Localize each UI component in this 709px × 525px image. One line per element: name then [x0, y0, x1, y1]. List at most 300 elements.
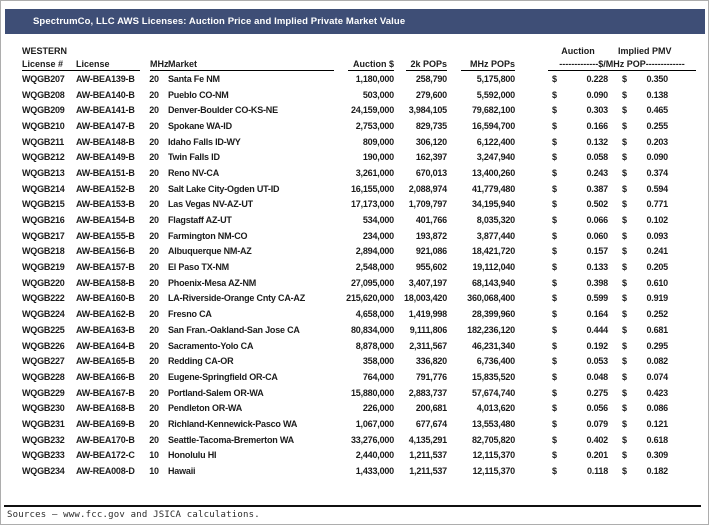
- auction-per-mhz-pop-cell: 0.387: [586, 183, 608, 194]
- mhz-cell: 20: [149, 293, 159, 304]
- market-cell: Reno NV-CA: [168, 167, 220, 178]
- dollar-sign: $: [552, 199, 557, 210]
- pops-2k-cell: 677,674: [415, 418, 447, 429]
- market-cell: San Fran.-Oakland-San Jose CA: [168, 324, 300, 335]
- license-number-cell: WQGB215: [22, 199, 65, 210]
- pops-2k-cell: 1,211,537: [409, 450, 447, 461]
- mhz-cell: 20: [149, 309, 159, 320]
- per-mhz-pop-unit-header: -------------$/MHz POP-------------: [548, 59, 696, 71]
- dollar-sign: $: [622, 152, 627, 163]
- license-cell: AW-REA008-D: [76, 466, 135, 477]
- dollar-sign: $: [552, 309, 557, 320]
- table-row: [22, 87, 708, 103]
- license-number-cell: WQGB227: [22, 356, 65, 367]
- license-number-cell: WQGB216: [22, 215, 65, 226]
- market-cell: Eugene-Springfield OR-CA: [168, 371, 278, 382]
- dollar-sign: $: [552, 73, 557, 84]
- mhz-pops-cell: 34,195,940: [471, 199, 515, 210]
- table-row: [22, 369, 708, 385]
- mhz-cell: 20: [149, 434, 159, 445]
- dollar-sign: $: [622, 450, 627, 461]
- license-cell: AW-BEA164-B: [76, 340, 135, 351]
- license-number-cell: WQGB208: [22, 89, 65, 100]
- license-cell: AW-BEA172-C: [76, 450, 135, 461]
- auction-per-mhz-pop-cell: 0.056: [586, 403, 608, 414]
- market-cell: Idaho Falls ID-WY: [168, 136, 241, 147]
- license-number-cell: WQGB209: [22, 105, 65, 116]
- dollar-sign: $: [622, 340, 627, 351]
- pops-2k-cell: 1,211,537: [409, 466, 447, 477]
- market-cell: Pendleton OR-WA: [168, 403, 242, 414]
- auction-price-cell: 1,433,000: [355, 466, 394, 477]
- market-cell: Honolulu HI: [168, 450, 217, 461]
- dollar-sign: $: [552, 246, 557, 257]
- dollar-sign: $: [622, 167, 627, 178]
- market-cell: Hawaii: [168, 466, 196, 477]
- license-cell: AW-BEA156-B: [76, 246, 135, 257]
- mhz-cell: 20: [149, 105, 159, 116]
- auction-per-mhz-pop-cell: 0.118: [586, 466, 608, 477]
- market-cell: Santa Fe NM: [168, 73, 220, 84]
- column-header-market: Market: [168, 59, 334, 71]
- license-cell: AW-BEA167-B: [76, 387, 135, 398]
- license-cell: AW-BEA148-B: [76, 136, 135, 147]
- dollar-sign: $: [552, 215, 557, 226]
- dollar-sign: $: [552, 466, 557, 477]
- auction-price-cell: 4,658,000: [355, 309, 394, 320]
- market-cell: Farmington NM-CO: [168, 230, 248, 241]
- pops-2k-cell: 955,602: [415, 262, 447, 273]
- pops-2k-cell: 670,013: [415, 167, 447, 178]
- dollar-sign: $: [552, 340, 557, 351]
- auction-per-mhz-pop-cell: 0.275: [586, 387, 608, 398]
- dollar-sign: $: [622, 277, 627, 288]
- license-number-cell: WQGB234: [22, 466, 65, 477]
- table-row: [22, 432, 708, 448]
- auction-price-cell: 15,880,000: [350, 387, 394, 398]
- table-row: [22, 385, 708, 401]
- dollar-sign: $: [622, 136, 627, 147]
- mhz-pops-cell: 8,035,320: [476, 215, 515, 226]
- implied-pmv-per-mhz-pop-cell: 0.423: [646, 387, 668, 398]
- auction-per-mhz-pop-cell: 0.398: [586, 277, 608, 288]
- implied-pmv-per-mhz-pop-cell: 0.090: [646, 152, 668, 163]
- license-number-cell: WQGB222: [22, 293, 65, 304]
- implied-pmv-per-mhz-pop-cell: 0.074: [646, 371, 668, 382]
- auction-price-cell: 24,159,000: [350, 105, 394, 116]
- dollar-sign: $: [552, 434, 557, 445]
- dollar-sign: $: [622, 371, 627, 382]
- column-header-2k-pops: 2k POPs: [406, 59, 447, 71]
- implied-pmv-per-mhz-pop-cell: 0.082: [646, 356, 668, 367]
- auction-price-cell: 2,894,000: [355, 246, 394, 257]
- auction-per-mhz-pop-cell: 0.444: [586, 324, 608, 335]
- auction-price-cell: 226,000: [362, 403, 394, 414]
- mhz-pops-cell: 79,682,100: [471, 105, 515, 116]
- mhz-cell: 20: [149, 371, 159, 382]
- table-row: [22, 71, 708, 87]
- auction-per-mhz-pop-cell: 0.402: [586, 434, 608, 445]
- mhz-pops-cell: 182,236,120: [467, 324, 515, 335]
- mhz-cell: 20: [149, 120, 159, 131]
- mhz-pops-cell: 12,115,370: [472, 450, 515, 461]
- mhz-pops-cell: 18,421,720: [471, 246, 515, 257]
- table-row: [22, 259, 708, 275]
- pops-2k-cell: 279,600: [415, 89, 447, 100]
- title-bar: [5, 9, 705, 34]
- mhz-pops-cell: 15,835,520: [471, 371, 515, 382]
- implied-pmv-per-mhz-pop-cell: 0.594: [646, 183, 668, 194]
- implied-pmv-per-mhz-pop-cell: 0.618: [646, 434, 668, 445]
- dollar-sign: $: [622, 324, 627, 335]
- table-row: [22, 165, 708, 181]
- table-row: [22, 416, 708, 432]
- implied-pmv-per-mhz-pop-cell: 0.121: [646, 418, 668, 429]
- license-cell: AW-BEA141-B: [76, 105, 135, 116]
- pops-2k-cell: 829,735: [415, 120, 447, 131]
- dollar-sign: $: [622, 215, 627, 226]
- mhz-cell: 20: [149, 403, 159, 414]
- mhz-cell: 20: [149, 387, 159, 398]
- pops-2k-cell: 1,709,797: [408, 199, 447, 210]
- mhz-cell: 20: [149, 73, 159, 84]
- column-header-license: License: [76, 59, 140, 71]
- implied-pmv-per-mhz-pop-cell: 0.203: [646, 136, 668, 147]
- table-row: [22, 338, 708, 354]
- table-body: [22, 71, 708, 479]
- license-cell: AW-BEA154-B: [76, 215, 135, 226]
- dollar-sign: $: [552, 293, 557, 304]
- auction-price-cell: 809,000: [362, 136, 394, 147]
- mhz-cell: 20: [149, 152, 159, 163]
- auction-per-mhz-pop-cell: 0.228: [586, 73, 608, 84]
- mhz-cell: 20: [149, 418, 159, 429]
- implied-pmv-per-mhz-pop-cell: 0.350: [646, 73, 668, 84]
- license-cell: AW-BEA153-B: [76, 199, 135, 210]
- auction-price-cell: 33,276,000: [350, 434, 394, 445]
- auction-per-mhz-pop-cell: 0.053: [586, 356, 608, 367]
- mhz-cell: 20: [149, 167, 159, 178]
- mhz-pops-cell: 6,736,400: [476, 356, 515, 367]
- pops-2k-cell: 9,111,806: [409, 324, 447, 335]
- mhz-pops-cell: 19,112,040: [472, 262, 515, 273]
- dollar-sign: $: [622, 230, 627, 241]
- market-cell: Richland-Kennewick-Pasco WA: [168, 418, 298, 429]
- market-cell: Spokane WA-ID: [168, 120, 232, 131]
- table-row: [22, 228, 708, 244]
- implied-pmv-per-mhz-pop-cell: 0.309: [646, 450, 668, 461]
- market-cell: Fresno CA: [168, 309, 212, 320]
- dollar-sign: $: [622, 120, 627, 131]
- auction-per-mhz-pop-cell: 0.502: [586, 199, 608, 210]
- dollar-sign: $: [552, 277, 557, 288]
- dollar-sign: $: [552, 152, 557, 163]
- mhz-pops-cell: 5,592,000: [476, 89, 515, 100]
- market-cell: Redding CA-OR: [168, 356, 234, 367]
- dollar-sign: $: [552, 356, 557, 367]
- implied-pmv-per-mhz-pop-cell: 0.102: [646, 215, 668, 226]
- mhz-pops-cell: 5,175,800: [476, 73, 515, 84]
- table-header-row: [22, 56, 708, 71]
- license-number-cell: WQGB233: [22, 450, 65, 461]
- dollar-sign: $: [622, 403, 627, 414]
- dollar-sign: $: [552, 371, 557, 382]
- auction-price-cell: 3,261,000: [355, 167, 394, 178]
- mhz-pops-cell: 360,068,400: [467, 293, 515, 304]
- auction-per-mhz-pop-cell: 0.079: [586, 418, 608, 429]
- pops-2k-cell: 162,397: [415, 152, 447, 163]
- mhz-pops-cell: 41,779,480: [471, 183, 515, 194]
- license-cell: AW-BEA168-B: [76, 403, 135, 414]
- auction-per-mhz-pop-cell: 0.303: [586, 105, 608, 116]
- auction-price-cell: 1,067,000: [355, 418, 394, 429]
- market-cell: Flagstaff AZ-UT: [168, 215, 232, 226]
- table-row: [22, 244, 708, 260]
- column-header-mhz: MHz: [150, 59, 169, 69]
- auction-price-cell: 8,878,000: [355, 340, 394, 351]
- license-cell: AW-BEA147-B: [76, 120, 135, 131]
- auction-per-mhz-pop-cell: 0.090: [586, 89, 608, 100]
- license-cell: AW-BEA163-B: [76, 324, 135, 335]
- mhz-cell: 20: [149, 356, 159, 367]
- dollar-sign: $: [622, 262, 627, 273]
- implied-pmv-per-mhz-pop-cell: 0.205: [646, 262, 668, 273]
- license-cell: AW-BEA160-B: [76, 293, 135, 304]
- license-number-cell: WQGB231: [22, 418, 65, 429]
- license-cell: AW-BEA139-B: [76, 73, 135, 84]
- dollar-sign: $: [622, 356, 627, 367]
- mhz-pops-cell: 4,013,620: [476, 403, 515, 414]
- dollar-sign: $: [552, 183, 557, 194]
- license-number-cell: WQGB220: [22, 277, 65, 288]
- mhz-pops-cell: 6,122,400: [476, 136, 515, 147]
- implied-pmv-group-header: Implied PMV: [618, 46, 672, 56]
- auction-group-header: Auction: [561, 46, 595, 56]
- market-cell: Seattle-Tacoma-Bremerton WA: [168, 434, 294, 445]
- implied-pmv-per-mhz-pop-cell: 0.295: [646, 340, 668, 351]
- auction-price-cell: 80,834,000: [350, 324, 394, 335]
- pops-2k-cell: 401,766: [415, 215, 447, 226]
- mhz-cell: 20: [149, 136, 159, 147]
- dollar-sign: $: [622, 466, 627, 477]
- market-cell: Albuquerque NM-AZ: [168, 246, 252, 257]
- market-cell: Salt Lake City-Ogden UT-ID: [168, 183, 280, 194]
- implied-pmv-per-mhz-pop-cell: 0.241: [646, 246, 668, 257]
- table-row: [22, 275, 708, 291]
- pops-2k-cell: 306,120: [415, 136, 447, 147]
- mhz-pops-cell: 12,115,370: [472, 466, 515, 477]
- dollar-sign: $: [622, 418, 627, 429]
- mhz-cell: 20: [149, 215, 159, 226]
- mhz-cell: 20: [149, 277, 159, 288]
- implied-pmv-per-mhz-pop-cell: 0.374: [646, 167, 668, 178]
- column-header-license-number: License #: [22, 59, 76, 71]
- auction-price-cell: 234,000: [362, 230, 394, 241]
- implied-pmv-per-mhz-pop-cell: 0.086: [646, 403, 668, 414]
- table-row: [22, 134, 708, 150]
- license-number-cell: WQGB225: [22, 324, 65, 335]
- source-note: Sources – www.fcc.gov and JSICA calculations.: [7, 510, 260, 520]
- pops-2k-cell: 200,681: [415, 403, 447, 414]
- license-number-cell: WQGB219: [22, 262, 65, 273]
- license-number-cell: WQGB213: [22, 167, 65, 178]
- pops-2k-cell: 2,883,737: [408, 387, 447, 398]
- license-cell: AW-BEA152-B: [76, 183, 135, 194]
- market-cell: Sacramento-Yolo CA: [168, 340, 254, 351]
- dollar-sign: $: [552, 105, 557, 116]
- dollar-sign: $: [622, 246, 627, 257]
- dollar-sign: $: [622, 105, 627, 116]
- auction-price-cell: 764,000: [362, 371, 394, 382]
- auction-price-cell: 2,753,000: [355, 120, 394, 131]
- mhz-cell: 10: [149, 466, 159, 477]
- mhz-cell: 10: [149, 450, 159, 461]
- auction-per-mhz-pop-cell: 0.157: [586, 246, 608, 257]
- table-row: [22, 306, 708, 322]
- auction-per-mhz-pop-cell: 0.243: [586, 167, 608, 178]
- auction-price-cell: 2,440,000: [355, 450, 394, 461]
- dollar-sign: $: [622, 309, 627, 320]
- market-cell: Twin Falls ID: [168, 152, 220, 163]
- table-row: [22, 149, 708, 165]
- implied-pmv-per-mhz-pop-cell: 0.681: [646, 324, 668, 335]
- license-number-cell: WQGB226: [22, 340, 65, 351]
- table-group-header-row: [22, 41, 708, 56]
- pops-2k-cell: 3,984,105: [408, 105, 447, 116]
- license-cell: AW-BEA162-B: [76, 309, 135, 320]
- dollar-sign: $: [552, 120, 557, 131]
- table-row: [22, 102, 708, 118]
- market-cell: LA-Riverside-Orange Cnty CA-AZ: [168, 293, 306, 304]
- pops-2k-cell: 258,790: [415, 73, 447, 84]
- market-cell: El Paso TX-NM: [168, 262, 229, 273]
- implied-pmv-per-mhz-pop-cell: 0.465: [646, 105, 668, 116]
- auction-per-mhz-pop-cell: 0.166: [586, 120, 608, 131]
- auction-price-cell: 215,620,000: [346, 293, 394, 304]
- table-row: [22, 463, 708, 479]
- market-cell: Las Vegas NV-AZ-UT: [168, 199, 253, 210]
- license-number-cell: WQGB224: [22, 309, 65, 320]
- implied-pmv-per-mhz-pop-cell: 0.182: [646, 466, 668, 477]
- table-row: [22, 212, 708, 228]
- mhz-cell: 20: [149, 230, 159, 241]
- auction-price-cell: 17,173,000: [350, 199, 394, 210]
- dollar-sign: $: [622, 73, 627, 84]
- pops-2k-cell: 2,088,974: [408, 183, 447, 194]
- table-row: [22, 197, 708, 213]
- table-row: [22, 118, 708, 134]
- auction-per-mhz-pop-cell: 0.133: [586, 262, 608, 273]
- market-cell: Portland-Salem OR-WA: [168, 387, 264, 398]
- license-cell: AW-BEA170-B: [76, 434, 135, 445]
- auction-price-cell: 27,095,000: [350, 277, 394, 288]
- dollar-sign: $: [552, 324, 557, 335]
- license-number-cell: WQGB232: [22, 434, 65, 445]
- mhz-pops-cell: 16,594,700: [471, 120, 515, 131]
- mhz-cell: 20: [149, 246, 159, 257]
- dollar-sign: $: [552, 230, 557, 241]
- license-cell: AW-BEA140-B: [76, 89, 135, 100]
- auction-per-mhz-pop-cell: 0.058: [586, 152, 608, 163]
- market-cell: Denver-Boulder CO-KS-NE: [168, 105, 278, 116]
- auction-per-mhz-pop-cell: 0.164: [586, 309, 608, 320]
- dollar-sign: $: [552, 262, 557, 273]
- license-number-cell: WQGB214: [22, 183, 65, 194]
- mhz-pops-cell: 68,143,940: [471, 277, 515, 288]
- region-label: WESTERN: [22, 46, 67, 56]
- auction-price-cell: 534,000: [362, 215, 394, 226]
- auction-price-cell: 2,548,000: [355, 262, 394, 273]
- auction-per-mhz-pop-cell: 0.599: [586, 293, 608, 304]
- mhz-cell: 20: [149, 183, 159, 194]
- implied-pmv-per-mhz-pop-cell: 0.771: [646, 199, 668, 210]
- mhz-cell: 20: [149, 262, 159, 273]
- auction-price-cell: 190,000: [362, 152, 394, 163]
- pops-2k-cell: 2,311,567: [409, 340, 447, 351]
- mhz-pops-cell: 13,400,260: [471, 167, 515, 178]
- auction-per-mhz-pop-cell: 0.066: [586, 215, 608, 226]
- license-cell: AW-BEA157-B: [76, 262, 135, 273]
- column-header-mhz-pops: MHz POPs: [461, 59, 515, 71]
- license-cell: AW-BEA158-B: [76, 277, 135, 288]
- license-cell: AW-BEA151-B: [76, 167, 135, 178]
- dollar-sign: $: [622, 183, 627, 194]
- mhz-pops-cell: 13,553,480: [471, 418, 515, 429]
- implied-pmv-per-mhz-pop-cell: 0.919: [646, 293, 668, 304]
- mhz-cell: 20: [149, 340, 159, 351]
- implied-pmv-per-mhz-pop-cell: 0.252: [646, 309, 668, 320]
- pops-2k-cell: 4,135,291: [408, 434, 447, 445]
- column-header-auction-price: Auction $: [348, 59, 394, 71]
- auction-per-mhz-pop-cell: 0.132: [586, 136, 608, 147]
- mhz-pops-cell: 57,674,740: [471, 387, 515, 398]
- mhz-pops-cell: 46,231,340: [471, 340, 515, 351]
- pops-2k-cell: 791,776: [415, 371, 447, 382]
- table-row: [22, 400, 708, 416]
- auction-price-cell: 358,000: [362, 356, 394, 367]
- license-number-cell: WQGB211: [22, 136, 65, 147]
- implied-pmv-per-mhz-pop-cell: 0.610: [646, 277, 668, 288]
- license-cell: AW-BEA165-B: [76, 356, 135, 367]
- table-row: [22, 353, 708, 369]
- mhz-pops-cell: 28,399,960: [471, 309, 515, 320]
- dollar-sign: $: [622, 199, 627, 210]
- dollar-sign: $: [552, 403, 557, 414]
- dollar-sign: $: [622, 434, 627, 445]
- license-number-cell: WQGB218: [22, 246, 65, 257]
- pops-2k-cell: 193,872: [415, 230, 447, 241]
- implied-pmv-per-mhz-pop-cell: 0.138: [646, 89, 668, 100]
- license-number-cell: WQGB210: [22, 120, 65, 131]
- pops-2k-cell: 921,086: [415, 246, 447, 257]
- mhz-cell: 20: [149, 89, 159, 100]
- mhz-cell: 20: [149, 199, 159, 210]
- dollar-sign: $: [552, 136, 557, 147]
- auction-price-cell: 503,000: [362, 89, 394, 100]
- license-cell: AW-BEA166-B: [76, 371, 135, 382]
- license-number-cell: WQGB228: [22, 371, 65, 382]
- license-number-cell: WQGB207: [22, 73, 65, 84]
- pops-2k-cell: 18,003,420: [403, 293, 447, 304]
- table-bottom-rule: [4, 505, 701, 507]
- auction-price-cell: 16,155,000: [350, 183, 394, 194]
- market-cell: Pueblo CO-NM: [168, 89, 229, 100]
- auction-per-mhz-pop-cell: 0.192: [586, 340, 608, 351]
- license-number-cell: WQGB229: [22, 387, 65, 398]
- mhz-pops-cell: 3,247,940: [476, 152, 515, 163]
- dollar-sign: $: [552, 89, 557, 100]
- auction-per-mhz-pop-cell: 0.201: [586, 450, 608, 461]
